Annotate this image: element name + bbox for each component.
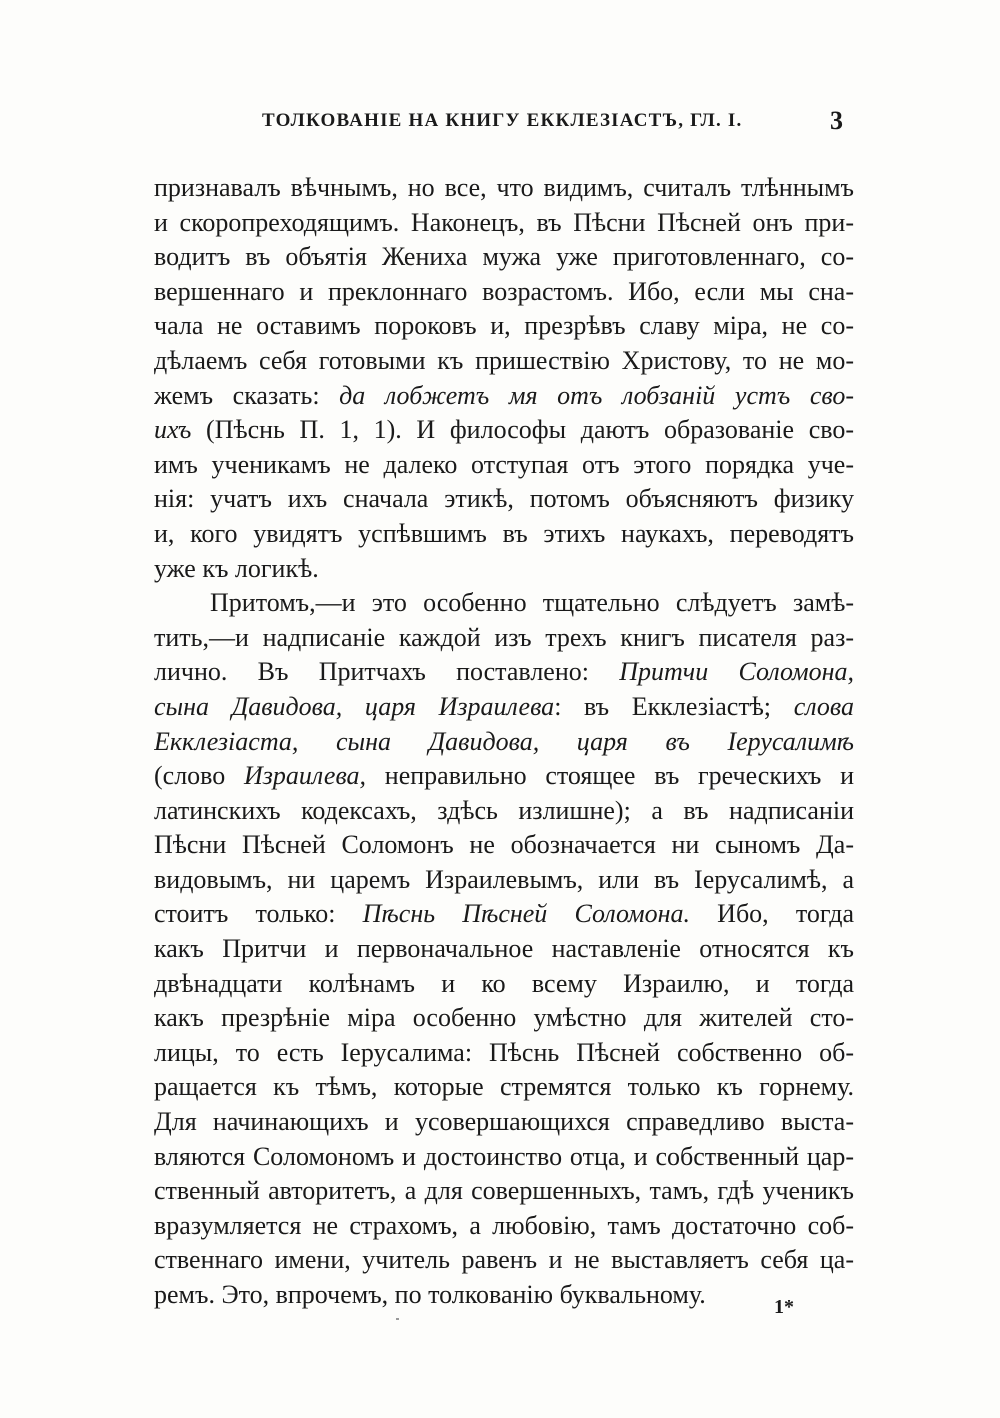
italic-segment: ихъ: [154, 415, 192, 445]
page-number: 3: [830, 106, 843, 135]
text-segment: (Пѣснь П. 1, 1). И философы даютъ образованіе сво-: [191, 415, 854, 445]
text-segment: какъ презрѣніе міра особенно умѣстно для жителей сто-: [154, 1003, 854, 1033]
text-line: [154, 275, 854, 310]
text-segment: ремъ. Это, впрочемъ, по толкованію буквальному.: [154, 1280, 706, 1309]
text-line: [154, 1001, 854, 1036]
italic-segment: сына Давидова, царя Израилева: [154, 691, 555, 721]
text-line: [154, 379, 854, 414]
text-segment: : въ Екклезіастѣ;: [554, 691, 794, 721]
italic-segment: Притчи Соломона,: [619, 657, 854, 687]
italic-segment: Пѣснь Пѣсней Соломона.: [362, 899, 690, 929]
italic-segment: Израилева,: [244, 761, 367, 791]
text-segment: стоитъ только:: [154, 899, 363, 929]
text-line: [154, 725, 854, 760]
text-segment: Ибо, тогда: [690, 899, 854, 929]
text-segment: неправильно стоящее въ греческихъ и: [366, 761, 854, 791]
text-line: [154, 309, 854, 344]
text-segment: Для начинающихъ и усовершающихся справедливо выста-: [154, 1107, 854, 1137]
text-line: [154, 206, 854, 241]
text-line: [154, 690, 854, 725]
print-speck: [396, 1318, 399, 1320]
text-segment: лично. Въ Притчахъ поставлено:: [154, 657, 620, 687]
text-line: [154, 828, 854, 863]
italic-segment: Екклезіаста, сына Давидова, царя въ Іерусалимѣ: [154, 726, 854, 756]
text-segment: вразумляется не страхомъ, а любовію, тамъ достаточно соб-: [154, 1210, 854, 1240]
text-segment: вершеннаго и преклоннаго возрастомъ. Ибо, если мы сна-: [154, 276, 854, 306]
text-segment: двѣнадцати колѣнамъ и ко всему Израилю, и тогда: [154, 968, 854, 998]
body-text: [154, 171, 854, 1313]
text-line: [154, 1105, 854, 1140]
text-segment: (слово: [154, 761, 244, 791]
text-line: [154, 863, 854, 898]
text-segment: водитъ въ объятія Жениха мужа уже приготовленнаго, со-: [154, 242, 854, 272]
text-segment: уже къ логикѣ.: [154, 553, 319, 583]
text-line: [154, 413, 854, 448]
text-line: [154, 794, 854, 829]
text-segment: имъ ученикамъ не далеко отступая отъ этого порядка уче-: [154, 449, 854, 479]
text-line: [154, 171, 854, 206]
text-segment: ственнаго имени, учитель равенъ и не выставляетъ себя ца-: [154, 1245, 854, 1275]
text-segment: нія: учатъ ихъ сначала этикѣ, потомъ объясняютъ физику: [154, 484, 854, 514]
text-line: [154, 621, 854, 656]
running-title: ТОЛКОВАНІЕ НА КНИГУ ЕККЛЕЗІАСТЪ, ГЛ. I.: [262, 110, 743, 131]
text-segment: чала не оставимъ пороковъ и, презрѣвъ славу міра, не со-: [154, 311, 854, 341]
text-line: [154, 655, 854, 690]
text-segment: ращается къ тѣмъ, которые стремятся только къ горнему.: [154, 1072, 854, 1102]
text-line: [154, 482, 854, 517]
text-line: [154, 759, 854, 794]
text-line: [154, 932, 854, 967]
text-line: [154, 1036, 854, 1071]
text-segment: тить,—и надписаніе каждой изъ трехъ книгъ писателя раз-: [154, 622, 854, 652]
text-line: [154, 517, 854, 552]
text-line: [154, 967, 854, 1002]
text-line: [154, 1209, 854, 1244]
text-line: [154, 448, 854, 483]
text-line: [154, 552, 854, 587]
text-line: [154, 1243, 854, 1278]
text-segment: лицы, то есть Іерусалима: Пѣснь Пѣсней собственно об-: [154, 1037, 854, 1067]
text-line: [154, 1174, 854, 1209]
text-segment: видовымъ, ни царемъ Израилевымъ, или въ Іерусалимѣ, а: [154, 864, 854, 894]
text-segment: ственный авторитетъ, а для совершенныхъ, тамъ, гдѣ ученикъ: [154, 1176, 854, 1206]
italic-segment: слова: [793, 691, 854, 721]
signature-mark: 1*: [774, 1296, 794, 1318]
text-segment: какъ Притчи и первоначальное наставленіе относятся къ: [154, 934, 854, 964]
italic-segment: да лобжетъ мя отъ лобзаній устъ сво-: [339, 380, 854, 410]
text-segment: признавалъ вѣчнымъ, но все, что видимъ, считалъ тлѣннымъ: [154, 173, 854, 202]
text-segment: латинскихъ кодексахъ, здѣсь излишне); а въ надписаніи: [154, 795, 854, 825]
text-segment: Притомъ,—и это особенно тщательно слѣдуетъ замѣ-: [210, 588, 854, 618]
text-line: [154, 897, 854, 932]
text-line: [154, 1278, 854, 1313]
text-line: [154, 1070, 854, 1105]
text-line: [154, 1140, 854, 1175]
text-segment: и скоропреходящимъ. Наконецъ, въ Пѣсни Пѣсней онъ при-: [154, 207, 854, 237]
text-segment: жемъ сказать:: [154, 380, 340, 410]
text-line: [154, 586, 854, 621]
text-segment: и, кого увидятъ успѣвшимъ въ этихъ наукахъ, переводятъ: [154, 518, 854, 548]
text-segment: Пѣсни Пѣсней Соломонъ не обозначается ни сыномъ Да-: [154, 830, 854, 860]
text-segment: вляются Соломономъ и достоинство отца, и собственный цар-: [154, 1141, 854, 1171]
text-line: [154, 344, 854, 379]
text-segment: дѣлаемъ себя готовыми къ пришествію Христову, то не мо-: [154, 345, 854, 375]
text-line: [154, 240, 854, 275]
